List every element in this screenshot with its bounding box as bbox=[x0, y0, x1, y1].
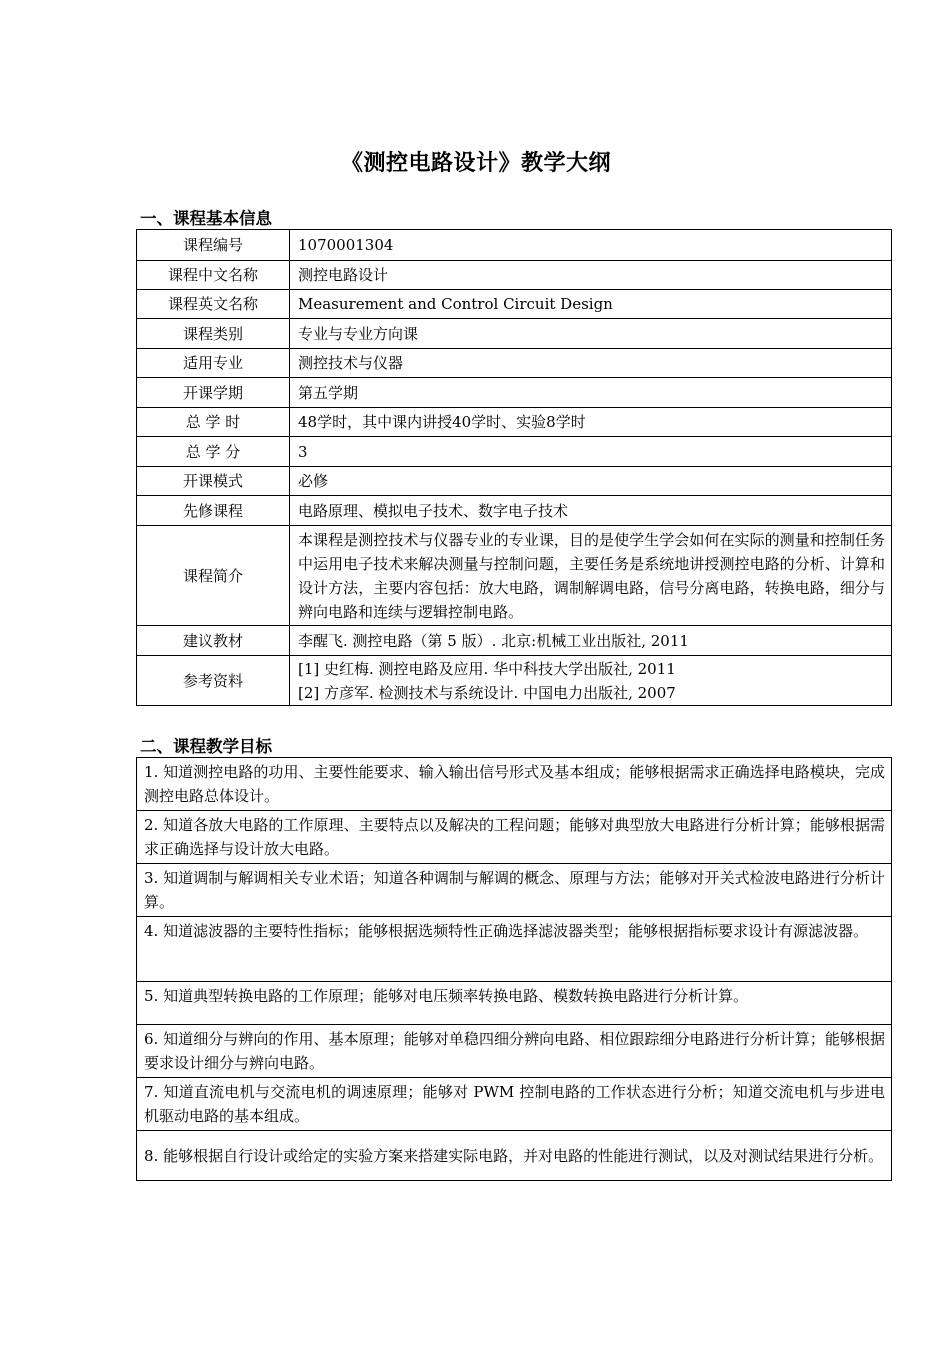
table-row bbox=[137, 758, 892, 811]
table-row bbox=[137, 1078, 892, 1131]
field-label: 课程编号 bbox=[137, 230, 290, 261]
goal-item: 8. 能够根据自行设计或给定的实验方案来搭建实际电路，并对电路的性能进行测试，以及对测试结果进行分析。 bbox=[137, 1131, 892, 1181]
table-row bbox=[137, 467, 892, 496]
field-value: Measurement and Control Circuit Design bbox=[290, 290, 892, 319]
field-value: 电路原理、模拟电子技术、数字电子技术 bbox=[290, 496, 892, 526]
table-row bbox=[137, 261, 892, 290]
field-label: 开课学期 bbox=[137, 378, 290, 408]
table-row bbox=[137, 917, 892, 982]
table-row bbox=[137, 319, 892, 349]
goal-item: 2. 知道各放大电路的工作原理、主要特点以及解决的工程问题；能够对典型放大电路进行分析计算；能够根据需求正确选择与设计放大电路。 bbox=[137, 811, 892, 864]
field-value: 第五学期 bbox=[290, 378, 892, 408]
field-label: 参考资料 bbox=[137, 656, 290, 706]
field-label: 总 学 分 bbox=[137, 437, 290, 467]
field-label: 课程英文名称 bbox=[137, 290, 290, 319]
field-value: 专业与专业方向课 bbox=[290, 319, 892, 349]
field-label: 先修课程 bbox=[137, 496, 290, 526]
table-row bbox=[137, 437, 892, 467]
table-row bbox=[137, 496, 892, 526]
field-value bbox=[290, 656, 892, 706]
goal-item: 1. 知道测控电路的功用、主要性能要求、输入输出信号形式及基本组成；能够根据需求正确选择电路模块，完成测控电路总体设计。 bbox=[137, 758, 892, 811]
table-row bbox=[137, 811, 892, 864]
table-row bbox=[137, 230, 892, 261]
field-value: 测控电路设计 bbox=[290, 261, 892, 290]
reference-item: [1] 史红梅. 测控电路及应用. 华中科技大学出版社, 2011 bbox=[298, 659, 676, 678]
field-label: 适用专业 bbox=[137, 349, 290, 378]
reference-item: [2] 方彦军. 检测技术与系统设计. 中国电力出版社, 2007 bbox=[298, 683, 676, 702]
teaching-goals-table bbox=[136, 757, 892, 1181]
goal-item: 7. 知道直流电机与交流电机的调速原理；能够对 PWM 控制电路的工作状态进行分析；知道交流电机与步进电机驱动电路的基本组成。 bbox=[137, 1078, 892, 1131]
field-label: 课程类别 bbox=[137, 319, 290, 349]
goal-item: 4. 知道滤波器的主要特性指标；能够根据选频特性正确选择滤波器类型；能够根据指标要求设计有源滤波器。 bbox=[137, 917, 892, 982]
field-value: 3 bbox=[290, 437, 892, 467]
field-label: 建议教材 bbox=[137, 626, 290, 656]
field-value: 必修 bbox=[290, 467, 892, 496]
field-value: 测控技术与仪器 bbox=[290, 349, 892, 378]
table-row bbox=[137, 982, 892, 1025]
field-value: 本课程是测控技术与仪器专业的专业课，目的是使学生学会如何在实际的测量和控制任务中运用电子技术来解决测量与控制问题，主要任务是系统地讲授测控电路的分析、计算和设计方法，主要内容包括：放大电路，调制解调电路，信号分离电路，转换电路，细分与辨向电路和连续与逻辑控制电路。 bbox=[290, 526, 892, 626]
goal-item: 3. 知道调制与解调相关专业术语；知道各种调制与解调的概念、原理与方法；能够对开关式检波电路进行分析计算。 bbox=[137, 864, 892, 917]
table-row bbox=[137, 378, 892, 408]
section-heading-basic-info: 一、课程基本信息 bbox=[140, 209, 272, 228]
field-label: 总 学 时 bbox=[137, 408, 290, 437]
goal-item: 6. 知道细分与辨向的作用、基本原理；能够对单稳四细分辨向电路、相位跟踪细分电路进行分析计算；能够根据要求设计细分与辨向电路。 bbox=[137, 1025, 892, 1078]
section-heading-teaching-goals: 二、课程教学目标 bbox=[140, 737, 272, 756]
table-row bbox=[137, 290, 892, 319]
table-row bbox=[137, 656, 892, 706]
field-value: 李醒飞. 测控电路（第 5 版）. 北京:机械工业出版社, 2011 bbox=[290, 626, 892, 656]
table-row bbox=[137, 626, 892, 656]
table-row bbox=[137, 526, 892, 626]
course-info-table bbox=[136, 229, 892, 706]
table-row bbox=[137, 408, 892, 437]
field-label: 课程中文名称 bbox=[137, 261, 290, 290]
table-row bbox=[137, 349, 892, 378]
field-label: 开课模式 bbox=[137, 467, 290, 496]
field-value: 48学时，其中课内讲授40学时、实验8学时 bbox=[290, 408, 892, 437]
document-title: 《测控电路设计》教学大纲 bbox=[340, 151, 611, 176]
goal-item: 5. 知道典型转换电路的工作原理；能够对电压频率转换电路、模数转换电路进行分析计算。 bbox=[137, 982, 892, 1025]
field-value: 1070001304 bbox=[290, 230, 892, 261]
table-row bbox=[137, 1131, 892, 1181]
table-row bbox=[137, 1025, 892, 1078]
field-label: 课程简介 bbox=[137, 526, 290, 626]
table-row bbox=[137, 864, 892, 917]
